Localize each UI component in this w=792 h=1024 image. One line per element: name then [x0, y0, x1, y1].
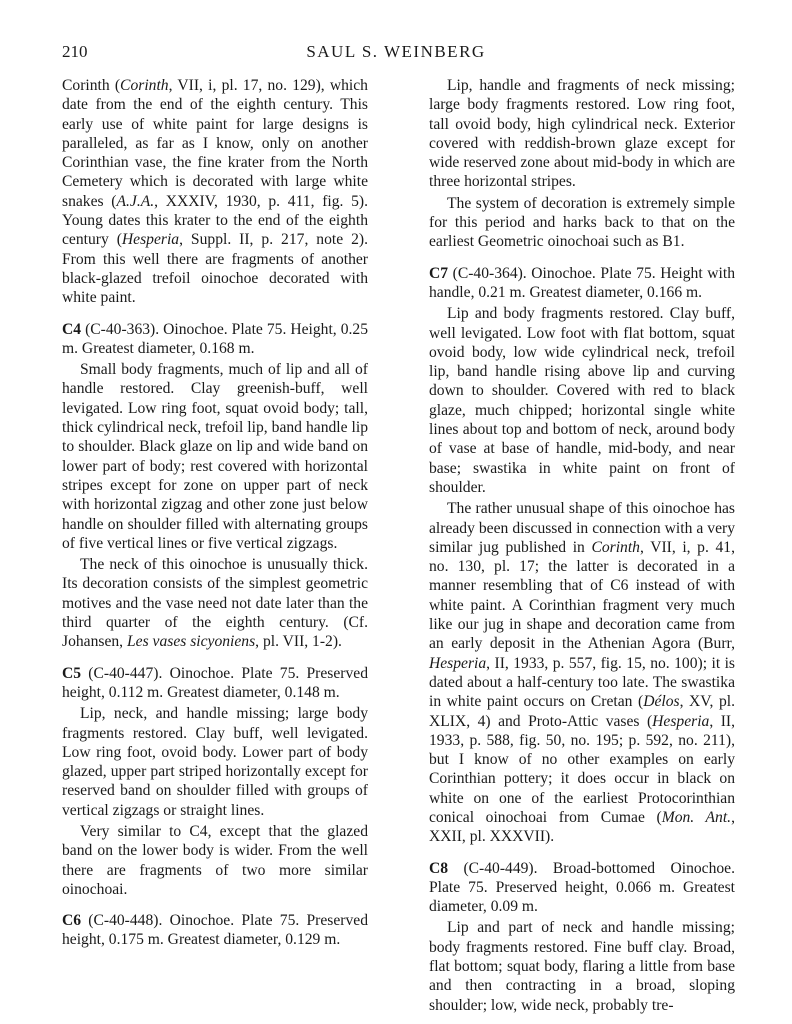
- paragraph-intro: Corinth (Corinth, VII, i, pl. 17, no. 129), which date from the end of the eighth century. This early use of white paint for large designs is paralleled, as far as I know, only on another Corinthian vase, the fine krater from the North Cemetery which is decorated with large white snakes (A.J.A., XXXIV, 1930, p. 411, fig. 5). Young dates this krater to the end of the eighth century (Hesperia, Suppl. II, p. 217, note 2). From this well there are fragments of another black-glazed trefoil oinochoe decorated with white paint.: [62, 77, 369, 307]
- catalogue-entry-c8-description: Lip and part of neck and handle missing; body fragments restored. Fine buff clay. Broad, flat bottom; squat body, flaring a little from base and then contracting in a broad, sloping shoulder; low, wide neck, probably tre-: [429, 919, 735, 1014]
- catalogue-entry-c8-heading: C8 (C-40-449). Broad-bottomed Oinochoe. Plate 75. Preserved height, 0.066 m. Greatest diameter, 0.09 m.: [429, 859, 735, 916]
- right-column: [429, 76, 735, 1015]
- running-head: SAUL S. WEINBERG: [306, 42, 486, 61]
- catalogue-entry-c5-description: Lip, neck, and handle missing; large body fragments restored. Clay buff, well levigated. Low ring foot, ovoid body. Lower part of body glazed, upper part striped horizontally except for reserved band on shoulder filled with groups of vertical zigzags or straight lines.: [62, 705, 368, 819]
- catalogue-entry-c5-heading: C5 (C-40-447). Oinochoe. Plate 75. Preserved height, 0.112 m. Greatest diameter, 0.148 m.: [62, 664, 368, 701]
- page-header: [62, 42, 730, 66]
- catalogue-entry-c7-description: Lip and body fragments restored. Clay buff, well levigated. Low foot with flat bottom, squat ovoid body, low wide cylindrical neck, trefoil lip, band handle rising above lip and curving down to shoulder. Covered with red to black glaze, much chipped; horizontal single white lines about top and bottom of neck, around body of vase at base of handle, mid-body, and near base; swastika in white paint on front of shoulder.: [429, 305, 735, 496]
- catalogue-entry-c5-comment: Very similar to C4, except that the glazed band on the lower body is wider. From the well there are fragments of two more similar oinochoai.: [62, 822, 368, 898]
- catalogue-entry-c4-heading: C4 (C-40-363). Oinochoe. Plate 75. Height, 0.25 m. Greatest diameter, 0.168 m.: [62, 320, 368, 357]
- catalogue-entry-c7-comment: The rather unusual shape of this oinochoe has already been discussed in connection with a very similar jug published in Corinth, VII, i, p. 41, no. 130, pl. 17; the latter is decorated in a manner resembling that of C6 instead of with white paint. A Corinthian fragment very much like our jug in shape and decoration came from an early deposit in the Athenian Agora (Burr, Hesperia, II, 1933, p. 557, fig. 15, no. 100); it is dated about a half-century too late. The swastika in white paint occurs on Cretan (Délos, XV, pl. XLIX, 4) and Proto-Attic vases (Hesperia, II, 1933, p. 588, fig. 50, no. 195; p. 592, no. 211), but I know of no other examples on early Corinthian pottery; it does occur in black on white on one of the earliest Protocorinthian conical oinochoai from Cumae (Mon. Ant., XXII, pl. XXXVII).: [429, 500, 735, 846]
- catalogue-entry-c4-description: Small body fragments, much of lip and all of handle restored. Clay greenish-buff, well levigated. Low ring foot, squat ovoid body; tall, thick cylindrical neck, trefoil lip, band handle lip to shoulder. Black glaze on lip and wide band on lower part of body; rest covered with horizontal stripes except for zone on upper part of neck with horizontal zigzag and other zone just below handle on shoulder filled with alternating groups of five vertical lines or five vertical zigzags.: [62, 361, 368, 552]
- catalogue-entry-c4-comment: The neck of this oinochoe is unusually thick. Its decoration consists of the simplest geometric motives and the vase need not date later than the third quarter of the eighth century. (Cf. Johansen, Les vases sicyoniens, pl. VII, 1-2).: [62, 556, 368, 651]
- catalogue-entry-c7-heading: C7 (C-40-364). Oinochoe. Plate 75. Height with handle, 0.21 m. Greatest diameter, 0.166 m.: [429, 264, 735, 301]
- catalogue-entry-c6-comment: The system of decoration is extremely simple for this period and harks back to that on the earliest Geometric oinochoai such as B1.: [429, 194, 735, 251]
- catalogue-entry-c6-description: Lip, handle and fragments of neck missing; large body fragments restored. Low ring foot, tall ovoid body, high cylindrical neck. Exterior covered with reddish-brown glaze except for wide reserved zone about mid-body in which are three horizontal stripes.: [429, 77, 735, 191]
- catalogue-entry-c6-heading: C6 (C-40-448). Oinochoe. Plate 75. Preserved height, 0.175 m. Greatest diameter, 0.129 m.: [62, 912, 368, 949]
- page-number: 210: [62, 42, 88, 61]
- left-column: [62, 76, 368, 950]
